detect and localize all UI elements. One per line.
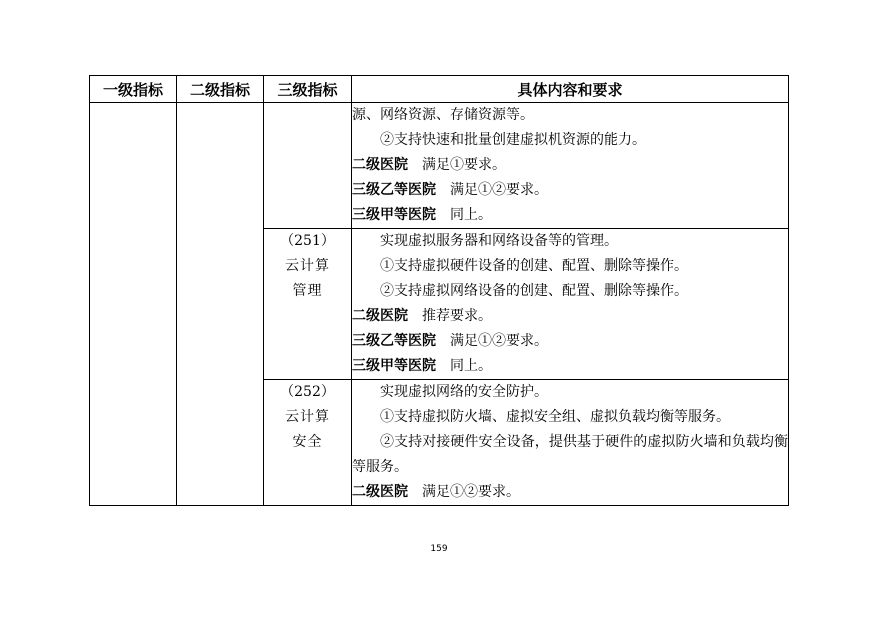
requirement-line: 源、网络资源、存储资源等。 [352,107,534,123]
indicator-name: 云计算 [285,409,330,425]
hospital-level-requirement [352,480,788,505]
requirement-line: ①支持虚拟硬件设备的创建、配置、删除等操作。 [380,258,688,274]
hospital-level-label: 二级医院 [352,484,408,500]
level3-cell [264,380,352,506]
hospital-level-label: 二级医院 [352,157,408,173]
table-row [90,103,789,229]
requirements-cell [352,103,789,229]
requirement-line: ①支持虚拟防火墙、虚拟安全组、虚拟负载均衡等服务。 [380,409,730,425]
level3-cell [264,103,352,229]
indicator-name: 管理 [292,283,323,299]
hospital-level-requirement [352,304,788,329]
header-level2: 二级指标 [177,76,264,103]
header-level1: 一级指标 [90,76,177,103]
requirements-cell [352,229,789,380]
level2-cell [177,103,264,506]
page-number: 159 [430,544,448,554]
indicator-code: （251） [280,233,335,249]
hospital-level-requirement [352,153,788,178]
requirement-line: ②支持虚拟网络设备的创建、配置、删除等操作。 [380,283,688,299]
hospital-level-requirement [352,178,788,203]
requirement-line: ②支持对接硬件安全设备，提供基于硬件的虚拟防火墙和负载均衡等服务。 [352,434,788,475]
level1-cell [90,103,177,506]
hospital-level-label: 二级医院 [352,308,408,324]
hospital-level-requirement [352,354,788,379]
hospital-level-requirement [352,203,788,228]
indicator-code: （252） [280,384,335,400]
requirement-line: 实现虚拟网络的安全防护。 [380,384,548,400]
header-row [90,76,789,103]
hospital-level-label: 三级甲等医院 [352,207,436,223]
header-content: 具体内容和要求 [352,76,789,103]
hospital-level-text: 满足①②要求。 [422,484,520,500]
requirements-cell [352,380,789,506]
indicator-name: 安全 [292,434,323,450]
hospital-level-text: 推荐要求。 [422,308,492,324]
header-level3: 三级指标 [264,76,352,103]
hospital-level-requirement [352,329,788,354]
hospital-level-text: 满足①②要求。 [450,333,548,349]
requirement-line: ②支持快速和批量创建虚拟机资源的能力。 [380,132,646,148]
hospital-level-label: 三级甲等医院 [352,358,436,374]
indicator-name: 云计算 [285,258,330,274]
requirement-line: 实现虚拟服务器和网络设备等的管理。 [380,233,618,249]
hospital-level-text: 满足①②要求。 [450,182,548,198]
hospital-level-text: 同上。 [450,358,492,374]
hospital-level-label: 三级乙等医院 [352,333,436,349]
hospital-level-text: 满足①要求。 [422,157,506,173]
level3-cell [264,229,352,380]
requirements-table [89,75,789,506]
hospital-level-label: 三级乙等医院 [352,182,436,198]
hospital-level-text: 同上。 [450,207,492,223]
